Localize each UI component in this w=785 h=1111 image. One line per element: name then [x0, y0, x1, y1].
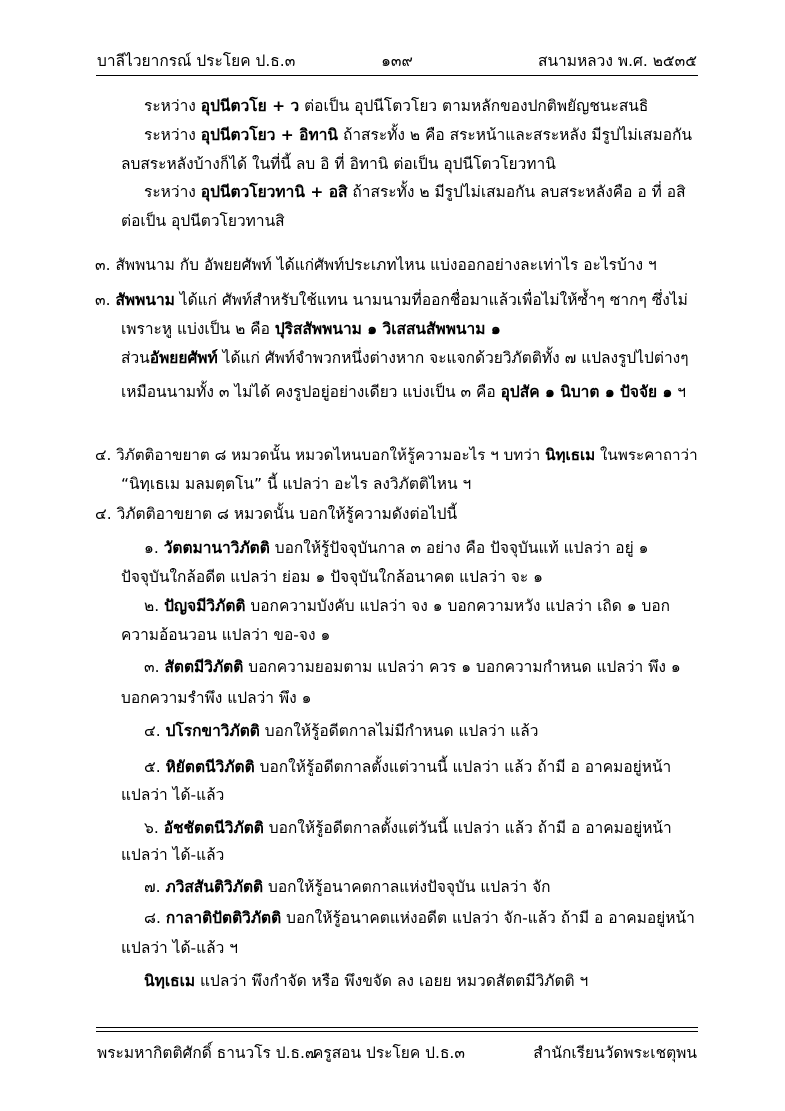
text-line [121, 380, 686, 404]
text-run: บอกความบังคับ แปลว่า จง ๑ บอกความหวัง แปลว่า เถิด ๑ บอก [245, 597, 671, 615]
text-run: ระหว่าง [144, 126, 201, 144]
bold-term: อุปนีตวโยว + อิทานิ [200, 126, 339, 144]
text-line [121, 209, 285, 233]
text-line [144, 816, 672, 840]
text-run: ได้แก่ ศัพท์สำหรับใช้แทน นามนามที่ออกชื่อมาแล้วเพื่อไม่ให้ซ้ำๆ ซากๆ ซึ่งไม่ [174, 291, 688, 309]
text-line [144, 969, 588, 993]
footer-rule-top [96, 1027, 698, 1028]
text-run: บอกให้รู้อนาคตแห่งอดีต แปลว่า จัก-แล้ว ถ้ามี อ อาคมอยู่หน้า [281, 909, 695, 927]
text-run: เพราะหู แบ่งเป็น ๒ คือ [121, 320, 275, 338]
text-line [121, 843, 224, 867]
text-run: ๔. วิภัตติอาขยาต ๘ หมวดนั้น บอกให้รู้ความดังต่อไปนี้ [95, 505, 458, 523]
text-run: บอกให้รู้อดีตกาลตั้งแต่วันนี้ แปลว่า แล้ว ถ้ามี อ อาคมอยู่หน้า [263, 819, 672, 837]
bold-term: ปัญจมีวิภัตติ [164, 597, 246, 615]
bold-term: วัตตมานาวิภัตติ [163, 539, 270, 557]
text-run: แปลว่า ได้-แล้ว [121, 786, 225, 804]
text-run: แปลว่า พึงกำจัด หรือ พึงขจัด ลง เอยย หมวดสัตตมีวิภัตติ ฯ [195, 972, 589, 990]
bold-term: ปโรกขาวิภัตติ [165, 722, 260, 740]
text-line [144, 94, 648, 118]
text-line [121, 623, 330, 647]
text-run: ปัจจุบันใกล้อดีต แปลว่า ย่อม ๑ ปัจจุบันใกล้อนาคต แปลว่า จะ ๑ [121, 568, 543, 586]
bold-term: อัชชัตตนีวิภัตติ [163, 819, 264, 837]
text-line [121, 317, 501, 341]
bold-term: สัตตมีวิภัตติ [164, 658, 244, 676]
text-line [121, 686, 311, 710]
text-run: ๘. [144, 909, 166, 927]
footer-left: พระมหากิตติศักดิ์ ธานวโร ป.ธ.๗ [97, 1044, 317, 1062]
text-run: ระหว่าง [144, 97, 201, 115]
text-run: บอกให้รู้ปัจจุบันกาล ๓ อย่าง คือ ปัจจุบันแท้ แปลว่า อยู่ ๑ [269, 539, 649, 557]
text-line [144, 123, 692, 147]
bold-term: อุปนีตวโย + ว [200, 97, 300, 115]
text-line [144, 755, 671, 779]
text-run: แปลว่า ได้-แล้ว ฯ [121, 939, 238, 957]
text-run: ๗. [144, 878, 166, 896]
text-run: ๓. [144, 658, 165, 676]
text-line [144, 536, 648, 560]
text-run: ระหว่าง [144, 183, 201, 201]
bold-term: ภวิสสันติวิภัตติ [165, 878, 264, 896]
text-line [144, 655, 681, 679]
text-run: ๕. [144, 758, 166, 776]
text-line [121, 472, 471, 496]
text-run: ในพระคาถาว่า [595, 446, 698, 464]
text-run: บอกให้รู้อดีตกาลไม่มีกำหนด แปลว่า แล้ว [259, 722, 539, 740]
text-line [121, 346, 689, 370]
bold-term: กาลาติปัตติวิภัตติ [165, 909, 282, 927]
text-run: ๒. [144, 597, 165, 615]
text-run: ถ้าสระทั้ง ๒ คือ สระหน้าและสระหลัง มีรูปไม่เสมอกัน [338, 126, 693, 144]
page-footer [97, 1040, 697, 1066]
text-run: ๓. [95, 291, 116, 309]
text-run: บอกความยอมตาม แปลว่า ควร ๑ บอกความกำหนด แปลว่า พึง ๑ [243, 658, 681, 676]
text-run: ต่อเป็น อุปนีโตวโยว ตามหลักของปกติพยัญชนะสนธิ [299, 97, 649, 115]
text-run: ส่วน [121, 349, 150, 367]
header-page-number: ๑๓๙ [381, 52, 413, 70]
footer-right: สำนักเรียนวัดพระเชตุพน [533, 1044, 697, 1062]
header-rule [96, 75, 698, 76]
bold-term: นิทฺเธเม [545, 446, 596, 464]
bold-term: อัพยยศัพท์ [149, 349, 218, 367]
header-right: สนามหลวง พ.ศ. ๒๕๓๕ [537, 52, 697, 70]
text-run: ๔. วิภัตติอาขยาต ๘ หมวดนั้น หมวดไหนบอกให้รู้ความอะไร ฯ บทว่า [95, 446, 546, 464]
text-run: ถ้าสระทั้ง ๒ มีรูปไม่เสมอกัน ลบสระหลังคือ อ ที่ อสิ [347, 183, 686, 201]
text-line [95, 253, 657, 277]
bold-term: อุปนีตวโยวทานิ + อสิ [200, 183, 348, 201]
text-run: ฯ [672, 383, 687, 401]
text-run: บอกให้รู้อดีตกาลตั้งแต่วานนี้ แปลว่า แล้ว ถ้ามี อ อาคมอยู่หน้า [254, 758, 672, 776]
footer-rule-bottom [96, 1031, 698, 1032]
text-run: ๔. [144, 722, 166, 740]
bold-term: ปุริสสัพพนาม ๑ วิเสสนสัพพนาม ๑ [274, 320, 501, 338]
text-run: แปลว่า ได้-แล้ว [121, 846, 225, 864]
text-line [121, 565, 543, 589]
text-run: บอกให้รู้อนาคตกาลแห่งปัจจุบัน แปลว่า จัก [263, 878, 551, 896]
text-run: “นิทฺเธเม มลมตฺตโน” นี้ แปลว่า อะไร ลงวิภัตติไหน ฯ [121, 475, 472, 493]
text-run: บอกความรำพึง แปลว่า พึง ๑ [121, 689, 312, 707]
bold-term: หิยัตตนีวิภัตติ [165, 758, 255, 776]
text-line [144, 875, 551, 899]
text-run: เหมือนนามทั้ง ๓ ไม่ได้ คงรูปอยู่อย่างเดียว แบ่งเป็น ๓ คือ [121, 383, 501, 401]
text-line [144, 719, 538, 743]
text-line [95, 502, 457, 526]
bold-term: นิทฺเธเม [144, 972, 196, 990]
text-run: ๑. [144, 539, 164, 557]
text-line [121, 936, 238, 960]
text-line [144, 906, 695, 930]
page-header [97, 48, 697, 74]
text-line [144, 180, 686, 204]
bold-term: อุปสัค ๑ นิบาต ๑ ปัจจัย ๑ [500, 383, 673, 401]
bold-term: สัพพนาม [115, 291, 175, 309]
footer-center: ครูสอน ประโยค ป.ธ.๓ [313, 1044, 465, 1062]
text-line [121, 152, 556, 176]
header-left: บาลีไวยากรณ์ ประโยค ป.ธ.๓ [97, 52, 296, 70]
text-run: ลบสระหลังบ้างก็ได้ ในที่นี้ ลบ อิ ที่ อิทานิ ต่อเป็น อุปนีโตวโยวทานิ [121, 155, 556, 173]
text-line [121, 783, 224, 807]
text-run: ได้แก่ ศัพท์จำพวกหนึ่งต่างหาก จะแจกด้วยวิภัตติทั้ง ๗ แปลงรูปไปต่างๆ [217, 349, 689, 367]
text-line [95, 443, 698, 467]
text-run: ความอ้อนวอน แปลว่า ขอ-จง ๑ [121, 626, 331, 644]
text-run: ๖. [144, 819, 164, 837]
text-run: ๓. สัพพนาม กับ อัพยยศัพท์ ได้แก่ศัพท์ประเภทไหน แบ่งออกอย่างละเท่าไร อะไรบ้าง ฯ [95, 256, 657, 274]
text-line [95, 288, 688, 312]
text-run: ต่อเป็น อุปนีตวโยวทานสิ [121, 212, 285, 230]
text-line [144, 594, 670, 618]
